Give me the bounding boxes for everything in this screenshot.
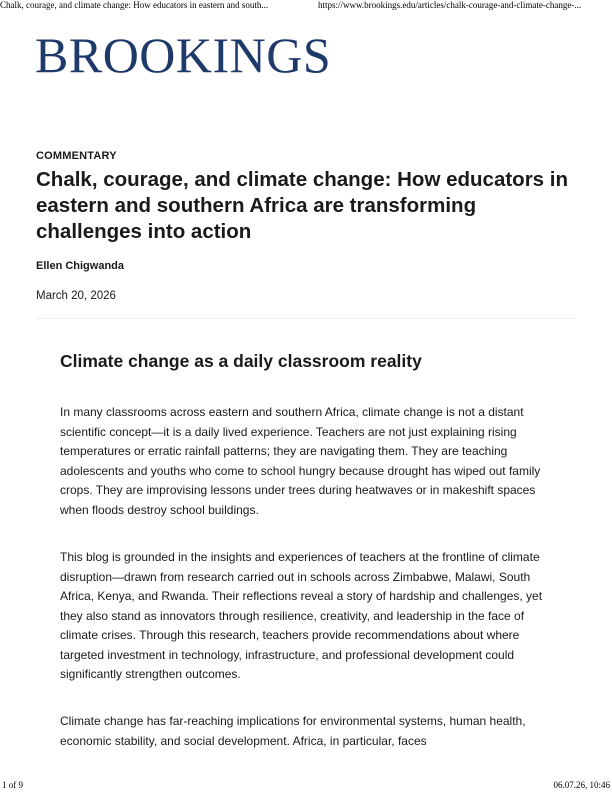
article-date: March 20, 2026: [36, 290, 116, 302]
header-divider: [36, 318, 576, 319]
section-heading: Climate change as a daily classroom reality: [60, 351, 422, 371]
article-paragraph: Climate change has far-reaching implications for environmental systems, human health, economic stability, and social development. Africa, in particular, faces: [60, 714, 526, 748]
article-title: Chalk, courage, and climate change: How educators in eastern and southern Africa are transforming challenges into action: [36, 168, 568, 243]
print-header-url: https://www.brookings.edu/articles/chalk-courage-and-climate-change-...: [318, 0, 582, 10]
print-footer: [0, 780, 612, 792]
brookings-logo[interactable]: BROOKINGS: [35, 27, 332, 83]
print-datetime: 06.07.26, 10:46: [553, 780, 610, 790]
article-author[interactable]: Ellen Chigwanda: [36, 260, 125, 272]
article-category[interactable]: COMMENTARY: [36, 150, 117, 162]
print-header: [0, 0, 612, 12]
article-paragraph: This blog is grounded in the insights and experiences of teachers at the frontline of climate disruption—drawn from research carried out in schools across Zimbabwe, Malawi, South Africa, Kenya, and Rwanda. Their reflections reveal a story of hardship and challenges, yet they also stand as innovators through resilience, creativity, and leadership in the face of climate crises. Through this research, teachers provide recommendations about where targeted investment in technology, infrastructure, and professional development could significantly strengthen outcomes.: [60, 550, 543, 681]
print-header-title: Chalk, courage, and climate change: How educators in eastern and south...: [0, 0, 269, 10]
article-paragraph: In many classrooms across eastern and southern Africa, climate change is not a distant scientific concept—it is a daily lived experience. Teachers are not just explaining rising temperatures or erratic rainfall patterns; they are navigating them. They are teaching adolescents and youths who come to school hungry because drought has wiped out family crops. They are improvising lessons under trees during heatwaves or in makeshift spaces when floods destroy school buildings.: [60, 405, 541, 517]
page-number: 1 of 9: [2, 780, 23, 790]
